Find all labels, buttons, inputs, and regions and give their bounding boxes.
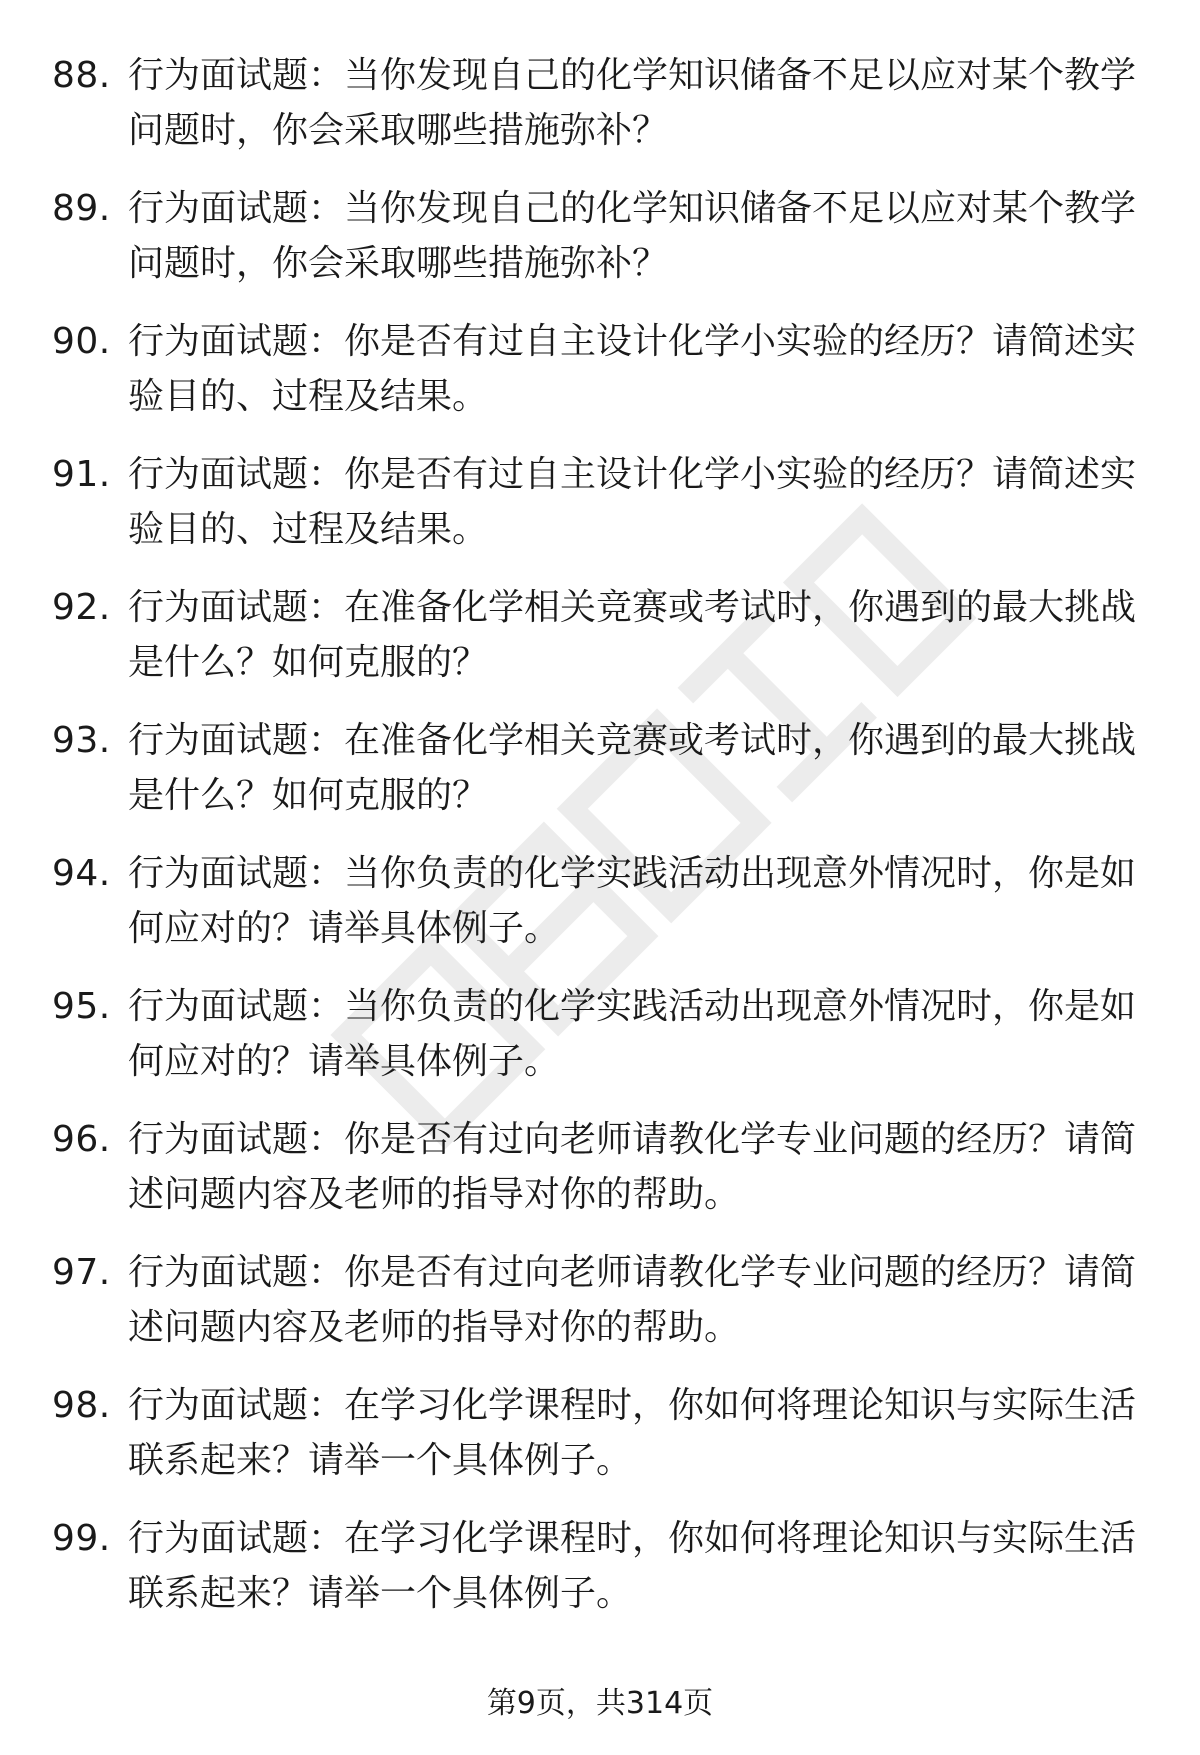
- list-item: [0, 1245, 1200, 1355]
- question-text: [128, 846, 1138, 956]
- question-line: 行为面试题：你是否有过自主设计化学小实验的经历？请简述实: [128, 321, 1137, 362]
- question-number: 98.: [52, 1385, 111, 1426]
- list-item: [0, 447, 1200, 557]
- question-line: 问题时，你会采取哪些措施弥补？: [128, 243, 669, 284]
- question-text: [128, 1245, 1138, 1355]
- list-item: [0, 713, 1200, 823]
- question-line: 是什么？如何克服的？: [128, 775, 489, 816]
- question-line: 行为面试题：你是否有过自主设计化学小实验的经历？请简述实: [128, 454, 1137, 495]
- question-number: 93.: [52, 720, 111, 761]
- question-number: 88.: [52, 55, 111, 96]
- question-text: [128, 447, 1138, 557]
- list-item: [0, 181, 1200, 291]
- list-item: [0, 48, 1200, 158]
- question-line: 述问题内容及老师的指导对你的帮助。: [128, 1307, 741, 1348]
- list-item: [0, 314, 1200, 424]
- question-line: 行为面试题：在准备化学相关竞赛或考试时，你遇到的最大挑战: [128, 720, 1137, 761]
- question-number: 92.: [52, 587, 111, 628]
- question-line: 是什么？如何克服的？: [128, 642, 489, 683]
- question-line: 行为面试题：在学习化学课程时，你如何将理论知识与实际生活: [128, 1518, 1137, 1559]
- list-item: [0, 846, 1200, 956]
- question-line: 问题时，你会采取哪些措施弥补？: [128, 110, 669, 151]
- question-line: 验目的、过程及结果。: [128, 509, 489, 550]
- list-item: [0, 1511, 1200, 1621]
- question-number: 99.: [52, 1518, 111, 1559]
- question-line: 述问题内容及老师的指导对你的帮助。: [128, 1174, 741, 1215]
- question-line: 行为面试题：当你负责的化学实践活动出现意外情况时，你是如: [128, 986, 1137, 1027]
- question-text: [128, 181, 1138, 291]
- question-line: 验目的、过程及结果。: [128, 376, 489, 417]
- question-text: [128, 713, 1138, 823]
- question-line: 联系起来？请举一个具体例子。: [128, 1573, 633, 1614]
- question-line: 何应对的？请举具体例子。: [128, 1041, 561, 1082]
- question-line: 行为面试题：你是否有过向老师请教化学专业问题的经历？请简: [128, 1119, 1137, 1160]
- question-number: 97.: [52, 1252, 111, 1293]
- question-text: [128, 1378, 1138, 1488]
- list-item: [0, 1378, 1200, 1488]
- question-text: [128, 979, 1138, 1089]
- question-text: [128, 314, 1138, 424]
- question-number: 89.: [52, 188, 111, 229]
- question-number: 94.: [52, 853, 111, 894]
- question-text: [128, 48, 1138, 158]
- question-line: 何应对的？请举具体例子。: [128, 908, 561, 949]
- page-footer: 第9页，共314页: [486, 1686, 714, 1721]
- list-item: [0, 979, 1200, 1089]
- question-line: 行为面试题：在准备化学相关竞赛或考试时，你遇到的最大挑战: [128, 587, 1137, 628]
- question-line: 行为面试题：你是否有过向老师请教化学专业问题的经历？请简: [128, 1252, 1137, 1293]
- question-text: [128, 1112, 1138, 1222]
- list-item: [0, 1112, 1200, 1222]
- question-line: 行为面试题：当你发现自己的化学知识储备不足以应对某个教学: [128, 55, 1137, 96]
- question-number: 91.: [52, 454, 111, 495]
- question-number: 95.: [52, 986, 111, 1027]
- question-line: 行为面试题：在学习化学课程时，你如何将理论知识与实际生活: [128, 1385, 1137, 1426]
- question-number: 96.: [52, 1119, 111, 1160]
- question-line: 行为面试题：当你发现自己的化学知识储备不足以应对某个教学: [128, 188, 1137, 229]
- question-line: 行为面试题：当你负责的化学实践活动出现意外情况时，你是如: [128, 853, 1137, 894]
- list-item: [0, 580, 1200, 690]
- question-number: 90.: [52, 321, 111, 362]
- question-text: [128, 1511, 1138, 1621]
- question-text: [128, 580, 1138, 690]
- question-line: 联系起来？请举一个具体例子。: [128, 1440, 633, 1481]
